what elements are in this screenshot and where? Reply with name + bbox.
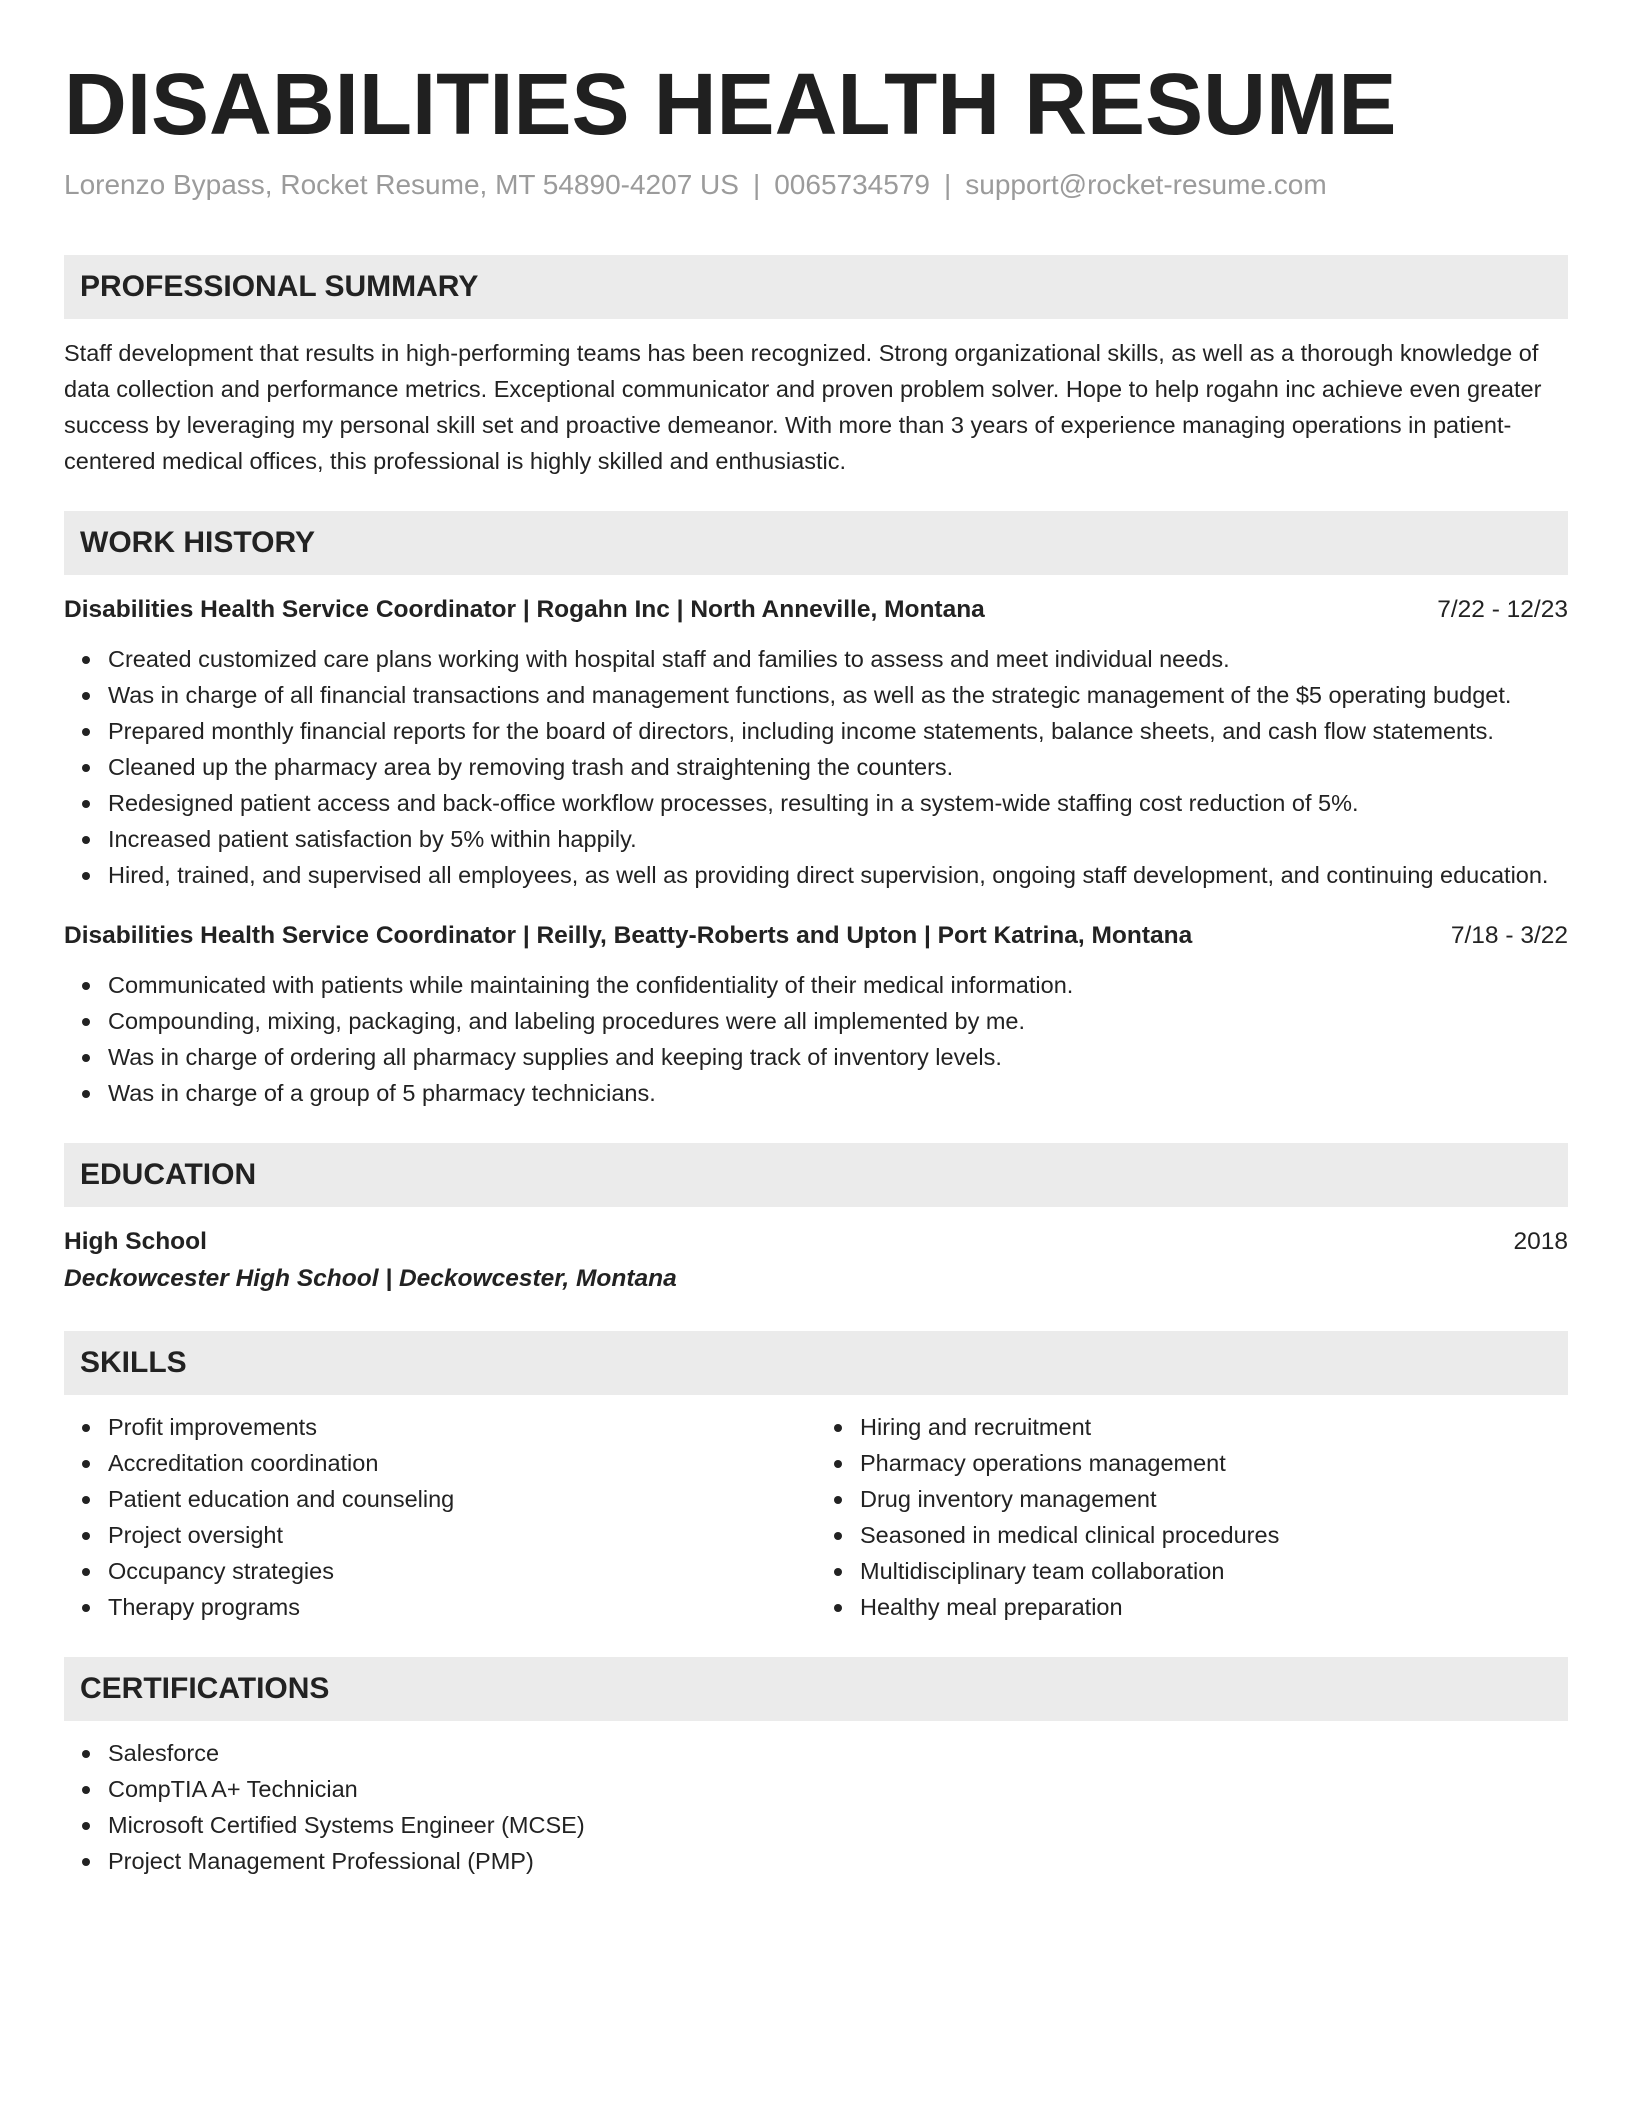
education-school: Deckowcester High School | Deckowcester, Montana: [64, 1265, 677, 1292]
resume-title: DISABILITIES HEALTH RESUME: [64, 56, 1397, 153]
job-bullet: Created customized care plans working with hospital staff and families to assess and meet individual needs.: [108, 641, 1568, 677]
contact-email: support@rocket-resume.com: [965, 169, 1327, 200]
skill-item: Drug inventory management: [860, 1481, 1568, 1517]
section-header-certifications: CERTIFICATIONS: [64, 1657, 1568, 1721]
education-entry: [64, 1225, 1568, 1299]
education-header: [64, 1225, 1568, 1259]
job-bullet: Was in charge of all financial transactions and management functions, as well as the strategic management of the $5 operating budget.: [108, 677, 1568, 713]
skill-item: Patient education and counseling: [108, 1481, 816, 1517]
skill-item: Hiring and recruitment: [860, 1409, 1568, 1445]
summary-text: Staff development that results in high-performing teams has been recognized. Strong organizational skills, as well as a thorough knowledge of data collection and performance metrics. Exceptional communicator and proven problem solver. Hope to help rogahn inc achieve even greater success by leveraging my personal skill set and proactive demeanor. With more than 3 years of experience managing operations in patient-centered medical offices, this professional is highly skilled and enthusiastic.: [64, 340, 1542, 474]
certification-item: Microsoft Certified Systems Engineer (MCSE): [108, 1807, 1568, 1843]
skill-item: Therapy programs: [108, 1589, 816, 1625]
skill-item: Seasoned in medical clinical procedures: [860, 1517, 1568, 1553]
skills-column-left: [64, 1409, 816, 1625]
contact-separator: |: [752, 169, 761, 200]
job-bullet: Hired, trained, and supervised all employees, as well as providing direct supervision, ongoing staff development, and continuing education.: [108, 857, 1568, 893]
job-dates: 7/18 - 3/22: [1450, 922, 1568, 949]
skills-grid: [64, 1409, 1568, 1625]
skill-item: Occupancy strategies: [108, 1553, 816, 1589]
job-bullet: Communicated with patients while maintaining the confidentiality of their medical information.: [108, 967, 1568, 1003]
education-degree: High School: [64, 1228, 207, 1255]
job-bullet: Was in charge of ordering all pharmacy supplies and keeping track of inventory levels.: [108, 1039, 1568, 1075]
skills-column-right: [816, 1409, 1568, 1625]
skill-item: Pharmacy operations management: [860, 1445, 1568, 1481]
job-heading: Disabilities Health Service Coordinator | Rogahn Inc | North Anneville, Montana: [64, 596, 985, 623]
certification-item: Project Management Professional (PMP): [108, 1843, 1568, 1879]
job-bullet: Increased patient satisfaction by 5% within happily.: [108, 821, 1568, 857]
job-entry: [64, 593, 1568, 893]
skill-item: Healthy meal preparation: [860, 1589, 1568, 1625]
job-dates: 7/22 - 12/23: [1437, 596, 1568, 623]
skill-item: Project oversight: [108, 1517, 816, 1553]
job-bullet: Cleaned up the pharmacy area by removing trash and straightening the counters.: [108, 749, 1568, 785]
job-bullets: [64, 641, 1568, 893]
job-entry: [64, 919, 1568, 1111]
contact-phone: 0065734579: [774, 169, 930, 200]
job-header: [64, 919, 1568, 953]
certification-item: CompTIA A+ Technician: [108, 1771, 1568, 1807]
skill-item: Accreditation coordination: [108, 1445, 816, 1481]
job-bullet: Redesigned patient access and back-office workflow processes, resulting in a system-wide staffing cost reduction of 5%.: [108, 785, 1568, 821]
contact-separator: |: [943, 169, 952, 200]
certification-item: Salesforce: [108, 1735, 1568, 1771]
education-year: 2018: [1513, 1228, 1568, 1255]
contact-line: [64, 167, 1568, 203]
skill-item: Profit improvements: [108, 1409, 816, 1445]
job-bullet: Compounding, mixing, packaging, and labeling procedures were all implemented by me.: [108, 1003, 1568, 1039]
job-bullet: Prepared monthly financial reports for the board of directors, including income statements, balance sheets, and cash flow statements.: [108, 713, 1568, 749]
job-heading: Disabilities Health Service Coordinator | Reilly, Beatty-Roberts and Upton | Port Katrina, Montana: [64, 922, 1193, 949]
section-header-skills: SKILLS: [64, 1331, 1568, 1395]
section-header-education: EDUCATION: [64, 1143, 1568, 1207]
job-bullets: [64, 967, 1568, 1111]
skill-item: Multidisciplinary team collaboration: [860, 1553, 1568, 1589]
job-header: [64, 593, 1568, 627]
job-bullet: Was in charge of a group of 5 pharmacy technicians.: [108, 1075, 1568, 1111]
section-header-summary: PROFESSIONAL SUMMARY: [64, 255, 1568, 319]
contact-address: Lorenzo Bypass, Rocket Resume, MT 54890-4207 US: [64, 169, 739, 200]
certifications-list: [64, 1735, 1568, 1879]
section-header-work-history: WORK HISTORY: [64, 511, 1568, 575]
